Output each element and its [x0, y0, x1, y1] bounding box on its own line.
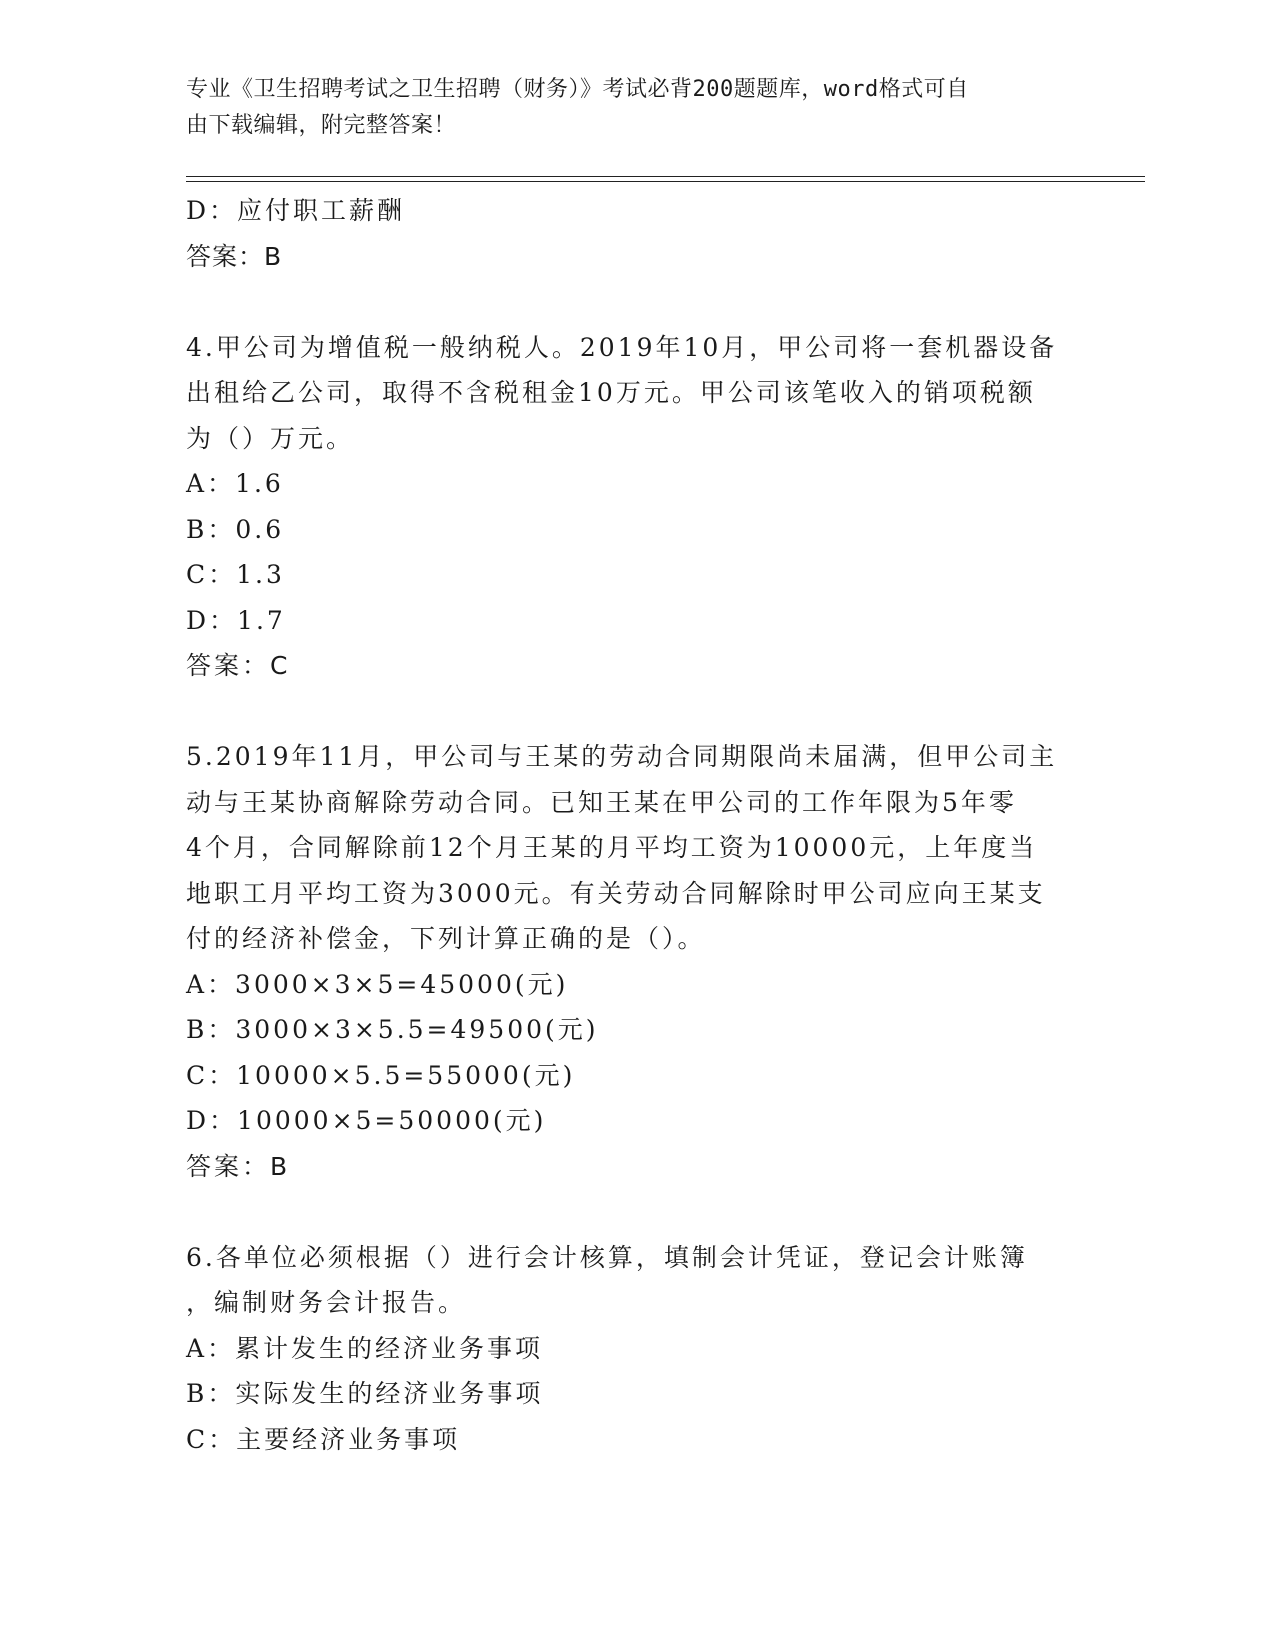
option-a: A：1.6 [186, 469, 284, 498]
option-c: C：主要经济业务事项 [186, 1424, 461, 1454]
option-b: B：3000×3×5.5=49500(元) [186, 1015, 599, 1044]
question-text-line: 出租给乙公司，取得不含税租金10万元。甲公司该笔收入的销项税额 [186, 378, 1036, 407]
question-4 [186, 325, 1086, 689]
question-text-line: ，编制财务会计报告。 [186, 1288, 467, 1317]
option-d: D：10000×5=50000(元) [186, 1106, 547, 1135]
question-text-line: 动与王某协商解除劳动合同。已知王某在甲公司的工作年限为5年零 [186, 787, 1017, 817]
question-text-line: 4.甲公司为增值税一般纳税人。2019年10月，甲公司将一套机器设备 [186, 332, 1058, 362]
answer: 答案：B [186, 1151, 291, 1181]
header-divider-top [186, 176, 1145, 177]
option-d: D：应付职工薪酬 [186, 196, 406, 225]
question-text-line: 4个月，合同解除前12个月王某的月平均工资为10000元，上年度当 [186, 833, 1038, 862]
question-text-line: 付的经济补偿金，下列计算正确的是（）。 [186, 924, 706, 953]
header-divider-bottom [186, 181, 1145, 182]
option-c: C：1.3 [186, 560, 285, 589]
question-3-tail [186, 188, 1086, 279]
question-5 [186, 734, 1086, 1189]
header-line-1: 专业《卫生招聘考试之卫生招聘（财务）》考试必背200题题库，word格式可自 [186, 77, 969, 102]
option-a: A：累计发生的经济业务事项 [186, 1333, 544, 1363]
document-header [186, 72, 1066, 144]
option-c: C：10000×5.5=55000(元) [186, 1060, 576, 1090]
question-text-line: 5.2019年11月，甲公司与王某的劳动合同期限尚未届满，但甲公司主 [186, 742, 1058, 771]
option-b: B：0.6 [186, 514, 285, 544]
option-b: B：实际发生的经济业务事项 [186, 1379, 544, 1408]
question-text-line: 地职工月平均工资为3000元。有关劳动合同解除时甲公司应向王某支 [186, 878, 1046, 908]
question-content [186, 188, 1086, 1462]
question-text-line: 6.各单位必须根据（）进行会计核算，填制会计凭证，登记会计账簿 [186, 1242, 1028, 1272]
header-line-2: 由下载编辑，附完整答案！ [186, 113, 457, 138]
question-6 [186, 1235, 1086, 1463]
option-a: A：3000×3×5=45000(元) [186, 969, 569, 999]
answer: 答案：B [186, 241, 283, 271]
answer: 答案：C [186, 651, 291, 680]
option-d: D：1.7 [186, 605, 286, 635]
question-text-line: 为（）万元。 [186, 423, 355, 453]
